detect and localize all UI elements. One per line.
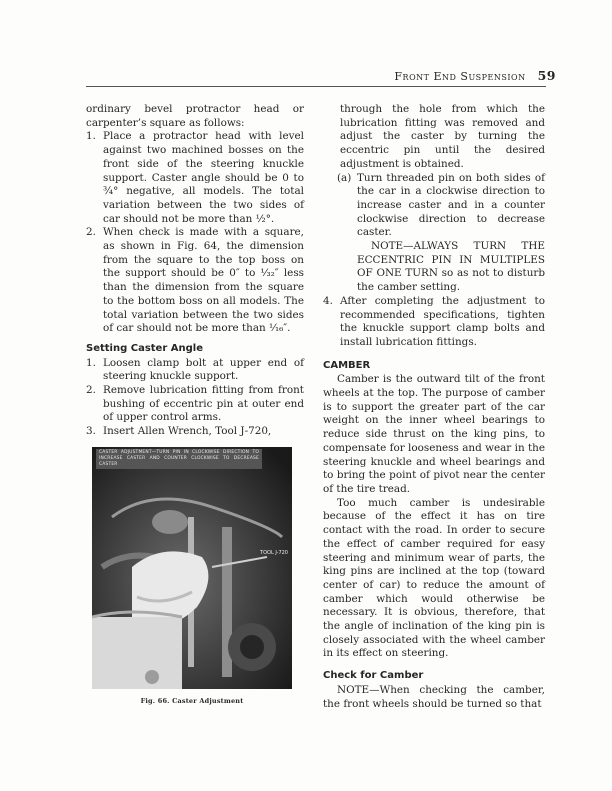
list-item	[86, 130, 304, 226]
list-item	[86, 425, 304, 439]
page-number: 59	[537, 68, 556, 83]
item-number: 1.	[86, 356, 96, 369]
section-title: Front End Suspension	[394, 70, 526, 83]
item-number: 3.	[86, 425, 96, 438]
item-number: 2.	[86, 226, 96, 239]
item-text: After completing the adjustment to recommended specifications, tighten the knuckle support clamp bolts and install lubrication fittings.	[340, 294, 545, 348]
item-text: Remove lubrication fitting from front bushing of eccentric pin at outer end of upper control arms.	[103, 384, 304, 424]
setting-caster-heading: Setting Caster Angle	[86, 342, 203, 354]
tool-label: TOOL J-720	[260, 549, 288, 556]
header-rule	[86, 86, 546, 87]
item-number: (a)	[337, 171, 352, 184]
figure-caption: Fig. 66. Caster Adjustment	[140, 696, 244, 705]
running-header	[86, 68, 556, 83]
list-item	[323, 295, 545, 350]
item-text: Turn threaded pin on both sides of the car in a clockwise direction to increase caster and in a counter clockwise direction to decrease caster.	[357, 171, 545, 239]
photo-illustration	[92, 447, 292, 689]
item-number: 2.	[86, 384, 96, 397]
camber-heading: CAMBER	[323, 359, 371, 371]
item-number: 1.	[86, 130, 96, 143]
list-item	[86, 384, 304, 425]
check-steps-list	[86, 130, 304, 336]
continued-paragraph: through the hole from which the lubrication fitting was removed and adjust the caster by turning the eccentric pin until the desired adjustment is obtained.	[340, 103, 545, 170]
figure-label: CASTER ADJUSTMENT—TURN PIN IN CLOCKWISE DIRECTION TO INCREASE CASTER AND COUNTER CLOCKWISE TO DECREASE CASTER	[96, 449, 262, 469]
caster-note: NOTE—ALWAYS TURN THE ECCENTRIC PIN IN MULTIPLES OF ONE TURN so as not to disturb the camber setting.	[357, 240, 545, 294]
check-camber-heading: Check for Camber	[323, 670, 424, 682]
item-text: Insert Allen Wrench, Tool J-720,	[103, 425, 272, 438]
intro-paragraph: ordinary bevel protractor head or carpenter’s square as follows:	[86, 103, 304, 129]
item-number: 4.	[323, 294, 333, 307]
item-text: Place a protractor head with level against two machined bosses on the front side of the steering knuckle support. Caster angle should be 0 to ¾° negative, all models. The total variation between the two sides of car should not be more than ½°.	[103, 130, 304, 225]
item-text: Loosen clamp bolt at upper end of steering knuckle support.	[103, 356, 304, 383]
camber-paragraph-2: Too much camber is undesirable because of the effect it has on tire contact with the road. In order to secure the effect of camber required for easy steering and minimum wear of parts, the king pins are inclined at the top (toward center of car) to reduce the amount of camber which would otherwise be necessary. It is obvious, therefore, that the angle of inclination of the king pin is closely associated with the wheel camber in its effect on steering.	[323, 496, 545, 660]
item-text: When check is made with a square, as shown in Fig. 64, the dimension from the square to the top boss on the support should be 0″ to ⅟₃₂″ less than the dimension from the square to the bottom boss on all models. The total variation between the two sides of car should not be more than ⅟₁₆″.	[103, 226, 304, 335]
list-item	[86, 226, 304, 336]
right-column	[323, 103, 545, 711]
caster-adjustment-photo	[92, 447, 292, 689]
left-column	[86, 103, 304, 709]
list-sub-item	[323, 172, 545, 241]
list-item	[86, 357, 304, 384]
setting-steps-list	[86, 357, 304, 439]
check-camber-paragraph: NOTE—When checking the camber, the front wheels should be turned so that	[323, 683, 545, 710]
camber-paragraph-1: Camber is the outward tilt of the front wheels at the top. The purpose of camber is to support the greater part of the car weight on the inner wheel bearings to reduce side thrust on the king pins, to compensate for looseness and wear in the steering knuckle and wheel bearings and to bring the point of pivot near the center of the tire tread.	[323, 373, 545, 495]
